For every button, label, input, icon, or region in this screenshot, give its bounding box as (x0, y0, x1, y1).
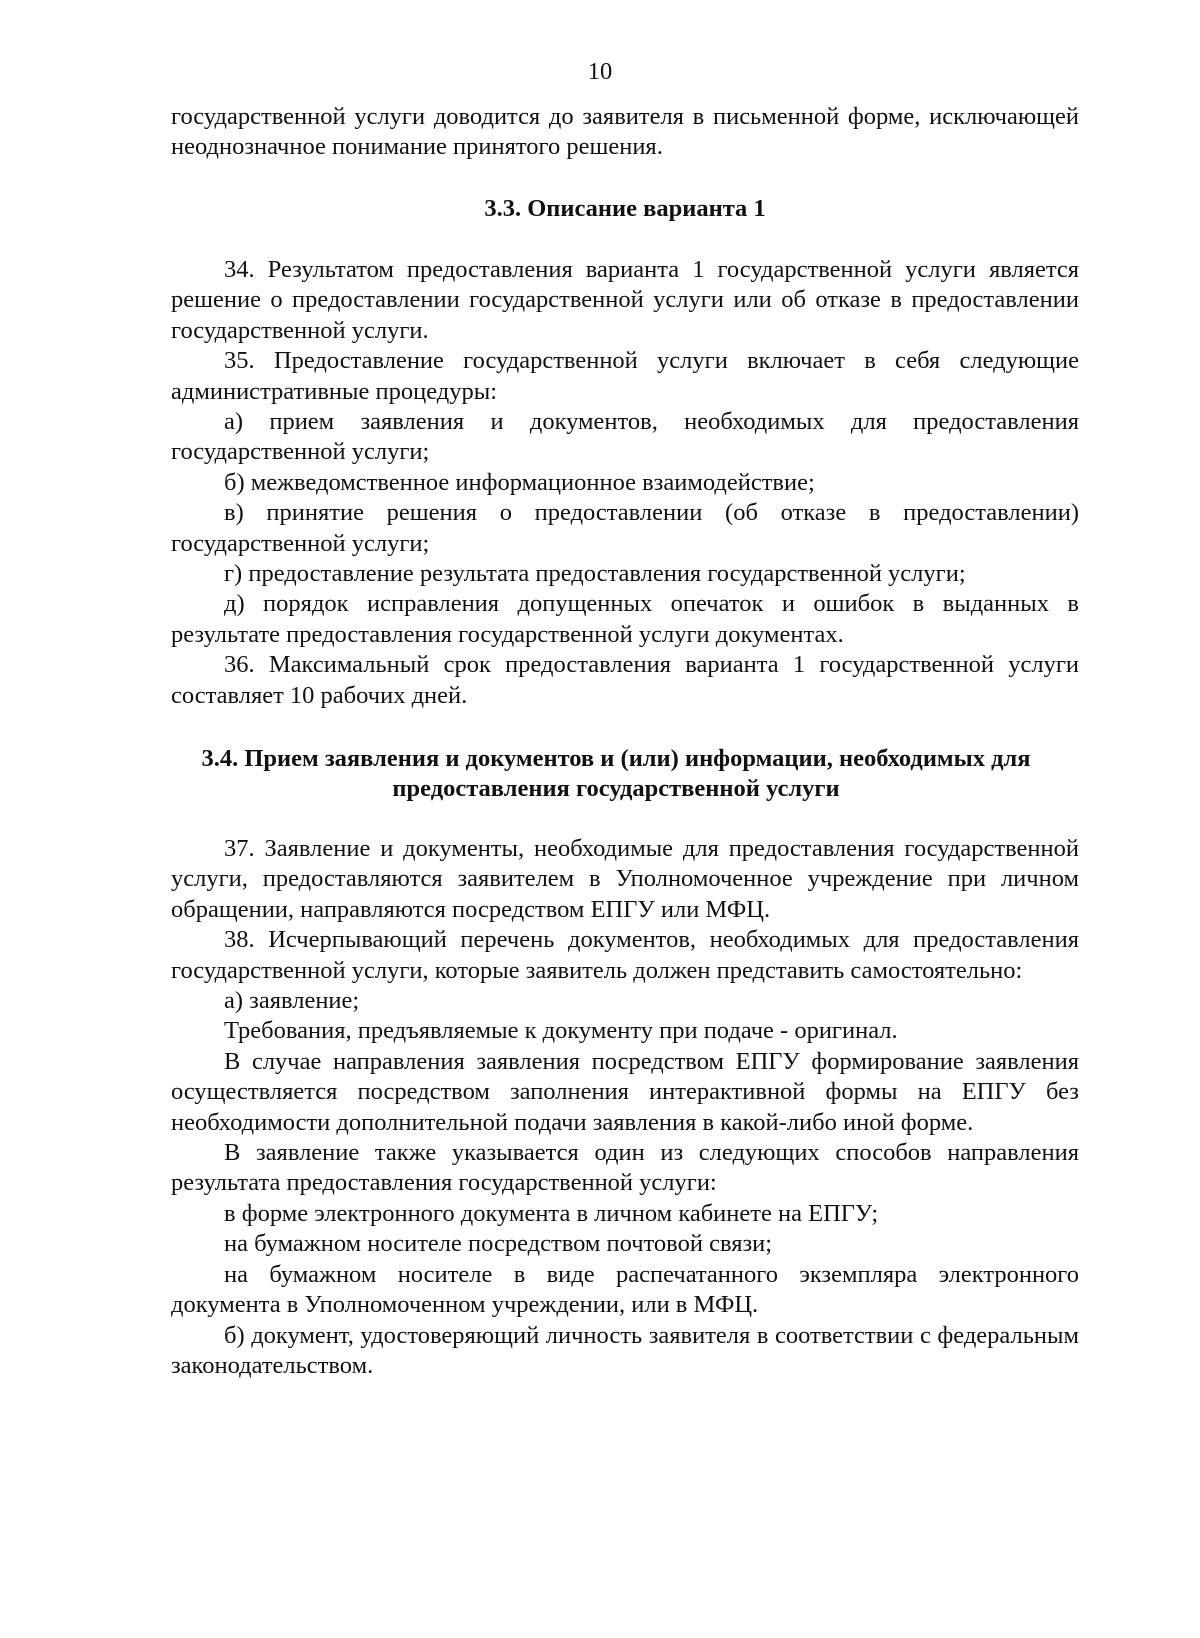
list-item: б) межведомственное информационное взаимодействие; (224, 468, 815, 496)
list-item: на бумажном носителе посредством почтовой связи; (224, 1230, 773, 1258)
intro-text (171, 102, 1079, 163)
paragraph: 37. Заявление и документы, необходимые для предоставления государственной услуги, предоставляются заявителем в Уполномоченное учреждение при личном обращении, направляются посредством ЕПГУ или МФЦ. (171, 835, 1079, 923)
paragraph: 34. Результатом предоставления варианта 1 государственной услуги является решение о предоставлении государственной услуги или об отказе в предоставлении государственной услуги. (171, 256, 1079, 344)
list-item: г) предоставление результата предоставления государственной услуги; (224, 560, 966, 588)
paragraph: 38. Исчерпывающий перечень документов, необходимых для предоставления государственной услуги, которые заявитель должен представить самостоятельно: (171, 926, 1079, 984)
section-heading-3-3: 3.3. Описание варианта 1 (484, 195, 766, 222)
list-item: в форме электронного документа в личном кабинете на ЕПГУ; (224, 1199, 879, 1227)
list-item: б) документ, удостоверяющий личность заявителя в соответствии с федеральным законодательством. (171, 1321, 1079, 1379)
list-item: в) принятие решения о предоставлении (об отказе в предоставлении) государственной услуги; (171, 499, 1079, 557)
list-item: а) прием заявления и документов, необходимых для предоставления государственной услуги; (171, 408, 1079, 466)
list-item: д) порядок исправления допущенных опечаток и ошибок в выданных в результате предоставления государственной услуги документах. (171, 590, 1079, 648)
page-number: 10 (587, 58, 613, 85)
paragraph: Требования, предъявляемые к документу при подаче - оригинал. (224, 1017, 898, 1045)
paragraph: 35. Предоставление государственной услуги включает в себя следующие административные процедуры: (171, 347, 1079, 405)
paragraph: государственной услуги доводится до заявителя в письменной форме, исключающей неоднозначное понимание принятого решения. (171, 103, 1079, 161)
paragraph: 36. Максимальный срок предоставления варианта 1 государственной услуги составляет 10 рабочих дней. (171, 651, 1079, 709)
list-item: на бумажном носителе в виде распечатанного экземпляра электронного документа в Уполномоченном учреждении, или в МФЦ. (171, 1260, 1079, 1319)
paragraph: В заявление также указывается один из следующих способов направления результата предоставления государственной услуги: (171, 1139, 1079, 1197)
list-item: а) заявление; (224, 987, 360, 1015)
paragraph: В случае направления заявления посредством ЕПГУ формирование заявления осуществляется посредством заполнения интерактивной формы на ЕПГУ без необходимости дополнительной подачи заявления в какой-либо иной форме. (171, 1047, 1079, 1136)
section-3-3-body (171, 255, 1079, 711)
section-heading-3-4: 3.4. Прием заявления и документов и (или) информации, необходимых для предоставления государственной услуги (201, 745, 1031, 803)
section-3-4-body (171, 834, 1079, 1381)
